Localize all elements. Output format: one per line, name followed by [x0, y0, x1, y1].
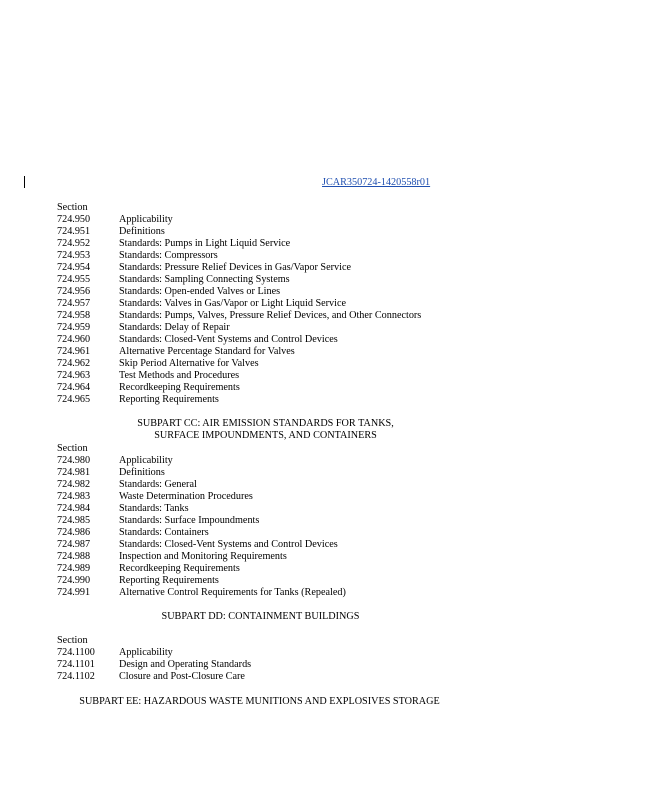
- section-title: Waste Determination Procedures: [119, 491, 253, 502]
- section-title: Standards: Closed-Vent Systems and Control Devices: [119, 334, 338, 345]
- section-number: 724.1102: [57, 671, 95, 682]
- section-title: Standards: Open-ended Valves or Lines: [119, 286, 281, 297]
- section-title: Standards: Pressure Relief Devices in Gas/Vapor Service: [119, 262, 351, 273]
- section-header: Section: [57, 635, 88, 646]
- section-number: 724.951: [57, 226, 91, 237]
- section-header: Section: [57, 443, 88, 454]
- section-row: [57, 479, 346, 491]
- section-title: Standards: General: [119, 479, 197, 490]
- section-row: [57, 274, 421, 286]
- section-row: [57, 587, 346, 599]
- section-title: Standards: Tanks: [119, 503, 189, 514]
- section-number: 724.987: [57, 539, 91, 550]
- section-title: Recordkeeping Requirements: [119, 563, 240, 574]
- section-number: 724.950: [57, 214, 91, 225]
- section-number: 724.957: [57, 298, 91, 309]
- section-title: Definitions: [119, 467, 165, 478]
- section-number: 724.960: [57, 334, 91, 345]
- section-title: Skip Period Alternative for Valves: [119, 358, 259, 369]
- section-number: 724.953: [57, 250, 91, 261]
- section-title: Design and Operating Standards: [119, 659, 252, 670]
- section-number: 724.990: [57, 575, 91, 586]
- section-list-subpart-cc: [57, 443, 346, 599]
- section-row: [57, 214, 421, 226]
- section-header: Section: [57, 202, 88, 213]
- subpart-dd-line1: SUBPART DD: CONTAINMENT BUILDINGS: [161, 611, 360, 622]
- section-title: Applicability: [119, 214, 173, 225]
- section-number: 724.989: [57, 563, 91, 574]
- section-number: 724.983: [57, 491, 91, 502]
- section-row: [57, 250, 421, 262]
- section-title: Reporting Requirements: [119, 394, 219, 405]
- section-row: [57, 262, 421, 274]
- section-row: [57, 322, 421, 334]
- section-title: Standards: Delay of Repair: [119, 322, 230, 333]
- section-row: [57, 394, 421, 406]
- section-row: [57, 515, 346, 527]
- section-title: Reporting Requirements: [119, 575, 219, 586]
- section-row: [57, 539, 346, 551]
- section-row: [57, 671, 251, 683]
- section-number: 724.952: [57, 238, 91, 249]
- section-list-subpart-bb: [57, 202, 421, 406]
- subpart-cc-heading: [0, 418, 671, 442]
- section-number: 724.982: [57, 479, 91, 490]
- section-number: 724.962: [57, 358, 91, 369]
- subpart-ee-line1: SUBPART EE: HAZARDOUS WASTE MUNITIONS AND EXPLOSIVES STORAGE: [79, 696, 440, 707]
- section-number: 724.955: [57, 274, 91, 285]
- subpart-dd-heading: [0, 611, 671, 623]
- subpart-cc-line1: SUBPART CC: AIR EMISSION STANDARDS FOR TANKS,: [137, 418, 394, 429]
- section-row: [57, 455, 346, 467]
- section-title: Standards: Valves in Gas/Vapor or Light Liquid Service: [119, 298, 347, 309]
- section-row: [57, 551, 346, 563]
- revision-change-bar: [24, 176, 25, 188]
- subpart-cc-line2: SURFACE IMPOUNDMENTS, AND CONTAINERS: [154, 430, 377, 441]
- section-row: [57, 382, 421, 394]
- section-row: [57, 503, 346, 515]
- section-title: Recordkeeping Requirements: [119, 382, 240, 393]
- section-title: Closure and Post-Closure Care: [119, 671, 245, 682]
- subpart-ee-heading: [0, 696, 671, 708]
- section-title: Standards: Compressors: [119, 250, 218, 261]
- section-rows: [57, 647, 251, 683]
- section-rows: [57, 214, 421, 406]
- section-number: 724.965: [57, 394, 91, 405]
- section-row: [57, 310, 421, 322]
- section-number: 724.988: [57, 551, 91, 562]
- section-title: Alternative Percentage Standard for Valves: [119, 346, 295, 357]
- section-row: [57, 370, 421, 382]
- section-number: 724.986: [57, 527, 91, 538]
- section-row: [57, 575, 346, 587]
- section-title: Applicability: [119, 647, 173, 658]
- section-row: [57, 346, 421, 358]
- section-number: 724.981: [57, 467, 91, 478]
- section-row: [57, 467, 346, 479]
- section-row: [57, 491, 346, 503]
- section-row: [57, 286, 421, 298]
- section-number: 724.954: [57, 262, 91, 273]
- section-row: [57, 563, 346, 575]
- section-number: 724.956: [57, 286, 91, 297]
- section-number: 724.958: [57, 310, 91, 321]
- section-list-subpart-dd: [57, 635, 251, 683]
- section-title: Test Methods and Procedures: [119, 370, 240, 381]
- section-number: 724.991: [57, 587, 91, 598]
- section-row: [57, 647, 251, 659]
- section-row: [57, 659, 251, 671]
- section-title: Inspection and Monitoring Requirements: [119, 551, 287, 562]
- section-title: Applicability: [119, 455, 173, 466]
- section-title: Alternative Control Requirements for Tanks (Repealed): [119, 587, 346, 598]
- section-number: 724.980: [57, 455, 91, 466]
- section-number: 724.984: [57, 503, 91, 514]
- section-title: Standards: Closed-Vent Systems and Control Devices: [119, 539, 338, 550]
- section-title: Definitions: [119, 226, 165, 237]
- section-title: Standards: Containers: [119, 527, 209, 538]
- section-row: [57, 226, 421, 238]
- section-number: 724.961: [57, 346, 91, 357]
- section-title: Standards: Surface Impoundments: [119, 515, 260, 526]
- section-number: 724.963: [57, 370, 91, 381]
- section-row: [57, 298, 421, 310]
- section-number: 724.964: [57, 382, 91, 393]
- section-row: [57, 358, 421, 370]
- section-title: Standards: Pumps in Light Liquid Service: [119, 238, 291, 249]
- section-number: 724.959: [57, 322, 91, 333]
- section-number: 724.1101: [57, 659, 95, 670]
- section-rows: [57, 455, 346, 599]
- section-number: 724.985: [57, 515, 91, 526]
- section-title: Standards: Pumps, Valves, Pressure Relief Devices, and Other Connectors: [119, 310, 422, 321]
- section-row: [57, 527, 346, 539]
- section-row: [57, 238, 421, 250]
- section-number: 724.1100: [57, 647, 95, 658]
- section-title: Standards: Sampling Connecting Systems: [119, 274, 290, 285]
- document-reference-link[interactable]: JCAR350724-1420558r01: [322, 177, 431, 188]
- section-row: [57, 334, 421, 346]
